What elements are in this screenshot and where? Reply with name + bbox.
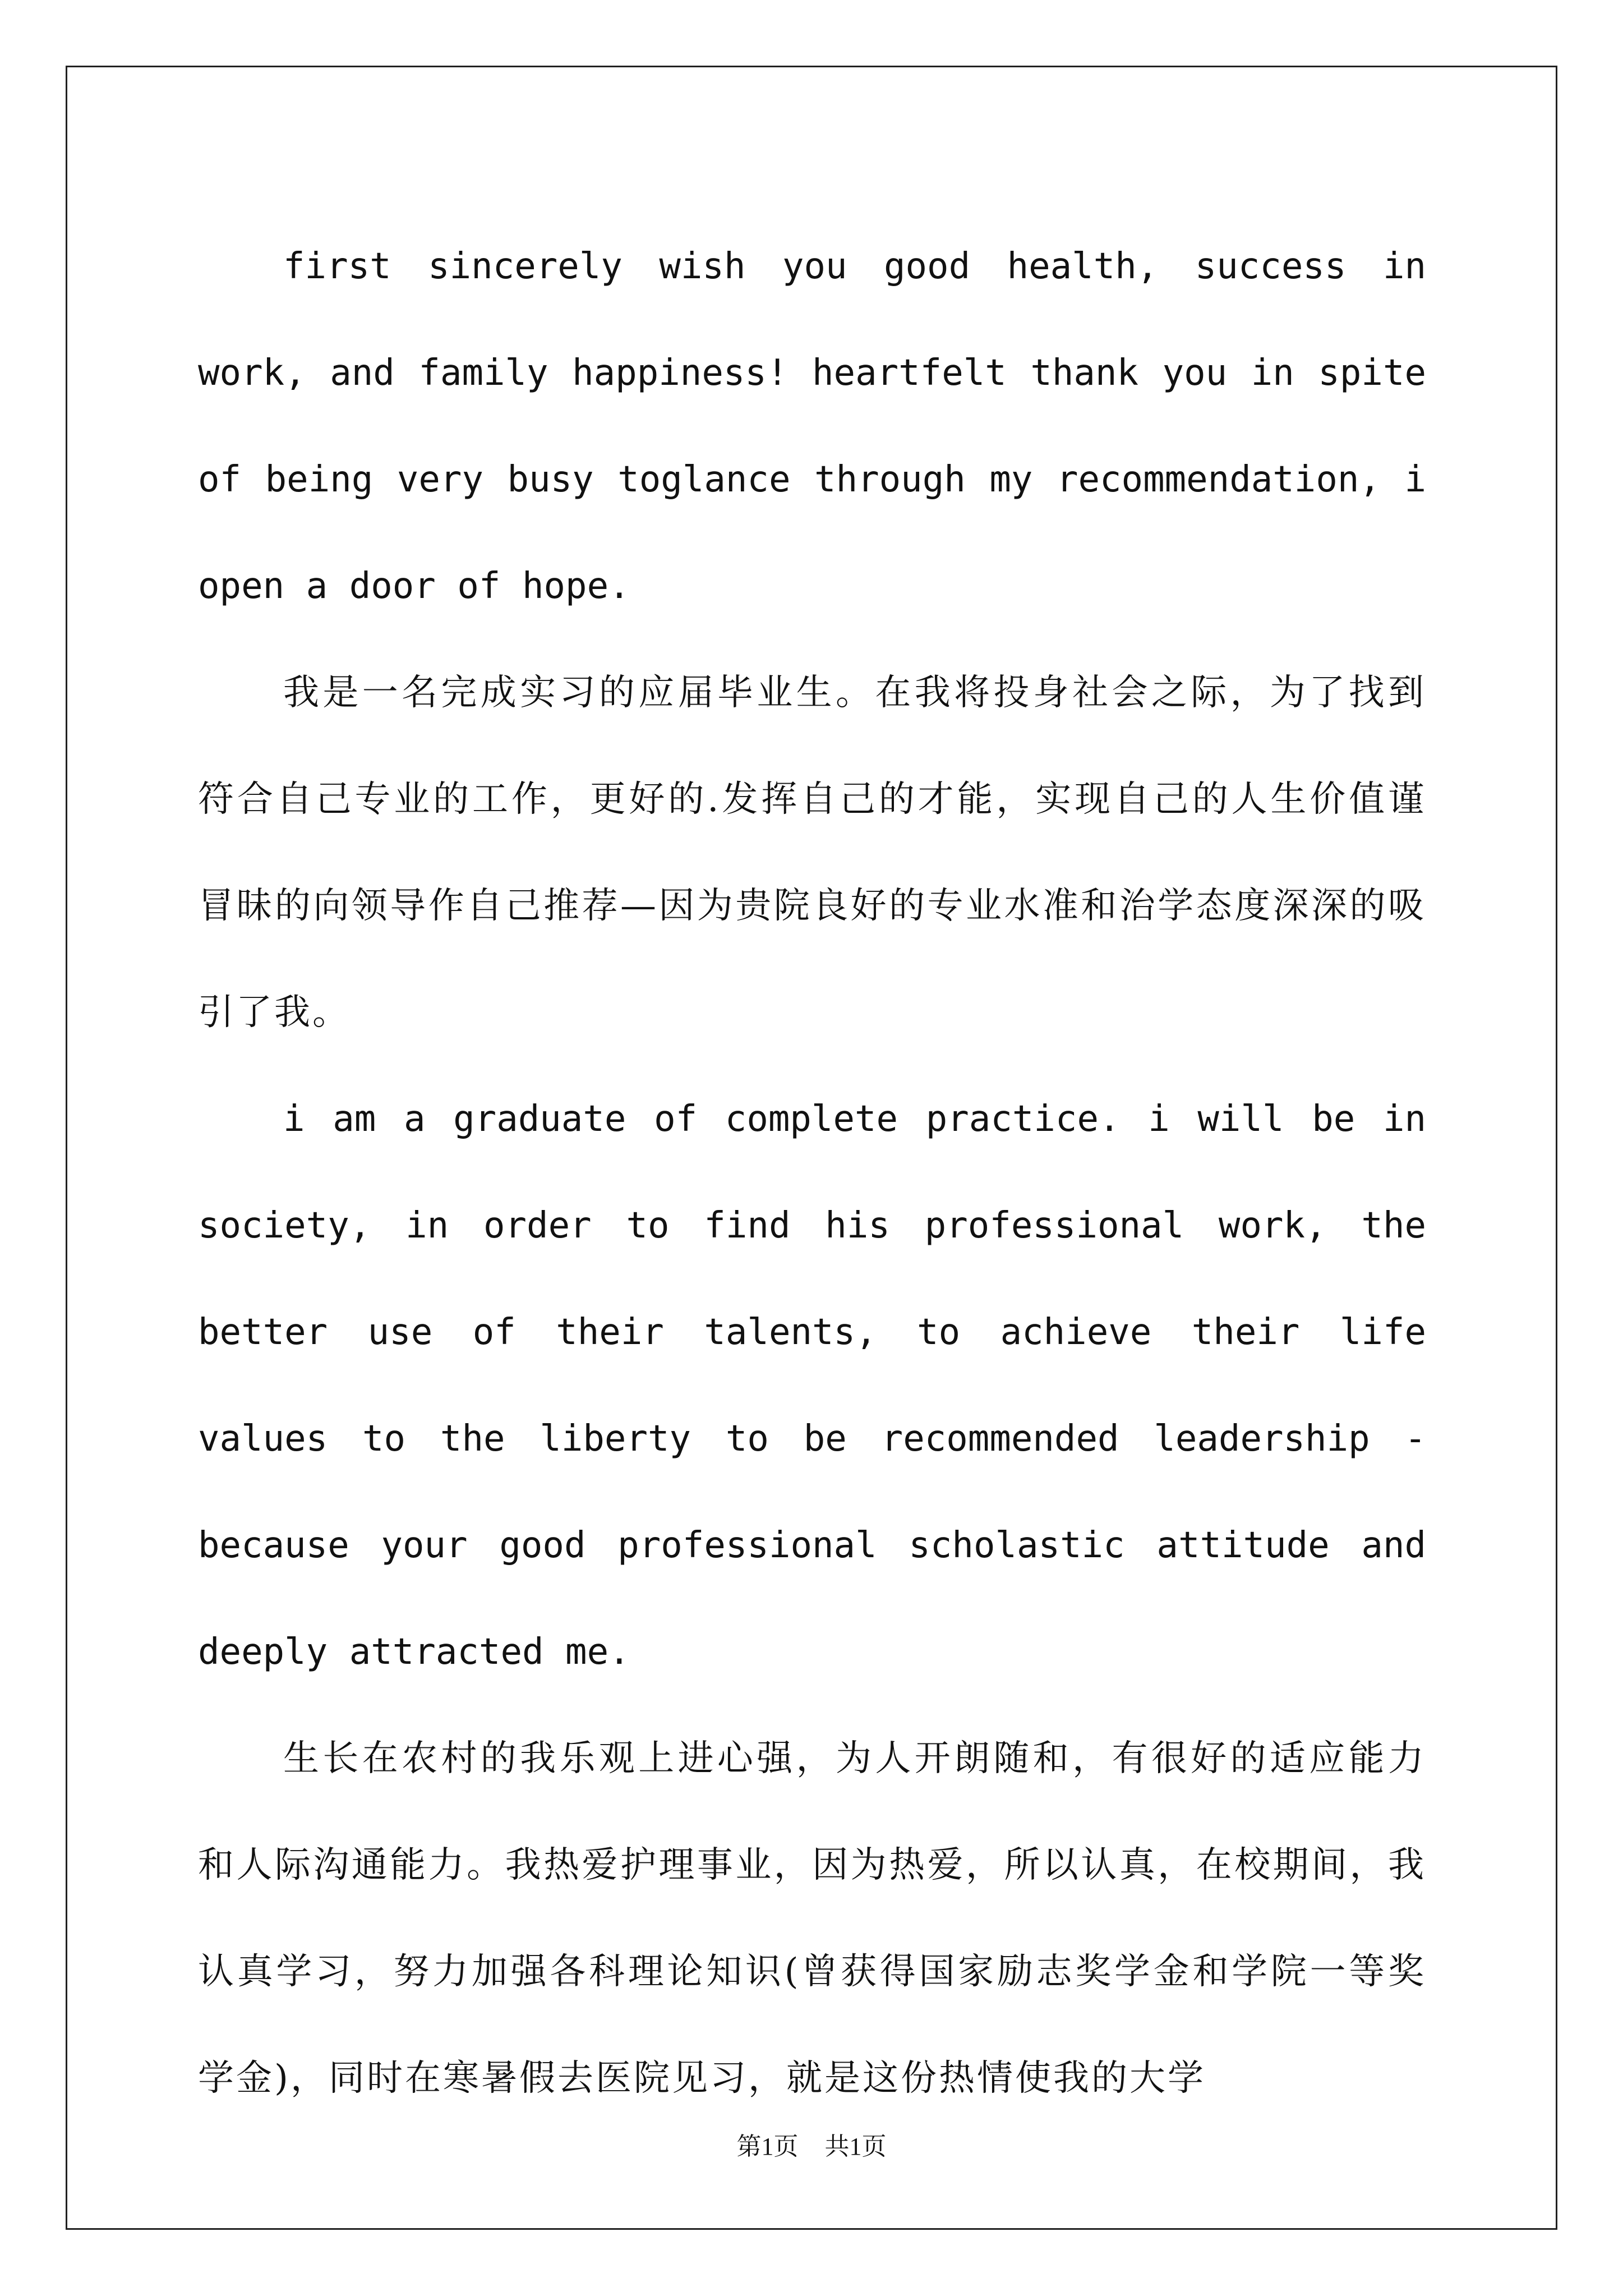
page-footer (0, 2126, 1623, 2162)
paragraph-4: 生长在农村的我乐观上进心强，为人开朗随和，有很好的适应能力和人际沟通能力。我热爱护理事业，因为热爱，所以认真，在校期间，我认真学习，努力加强各科理论知识(曾获得国家励志奖学金和学院一等奖学金)，同时在寒暑假去医院见习，就是这份热情使我的大学 (198, 1738, 1426, 2099)
page-number: 第1页 (736, 2133, 799, 2160)
paragraph-3: i am a graduate of complete practice. i will be in society, in order to find his professional work, the better use of their talents, to achieve their life values to the liberty to be recommended leadership - because your good professional scholastic attitude and deeply attracted me. (198, 1098, 1426, 1673)
paragraph-2: 我是一名完成实习的应届毕业生。在我将投身社会之际，为了找到符合自己专业的工作，更好的.发挥自己的才能，实现自己的人生价值谨冒昧的向领导作自己推荐—因为贵院良好的专业水准和治学态度深深的吸引了我。 (198, 672, 1426, 1033)
document-body (198, 213, 1426, 2132)
paragraph-1: first sincerely wish you good health, success in work, and family happiness! heartfelt thank you in spite of being very busy toglance through my recommendation, i open a door of hope. (198, 246, 1426, 607)
page-total: 共1页 (824, 2133, 887, 2160)
